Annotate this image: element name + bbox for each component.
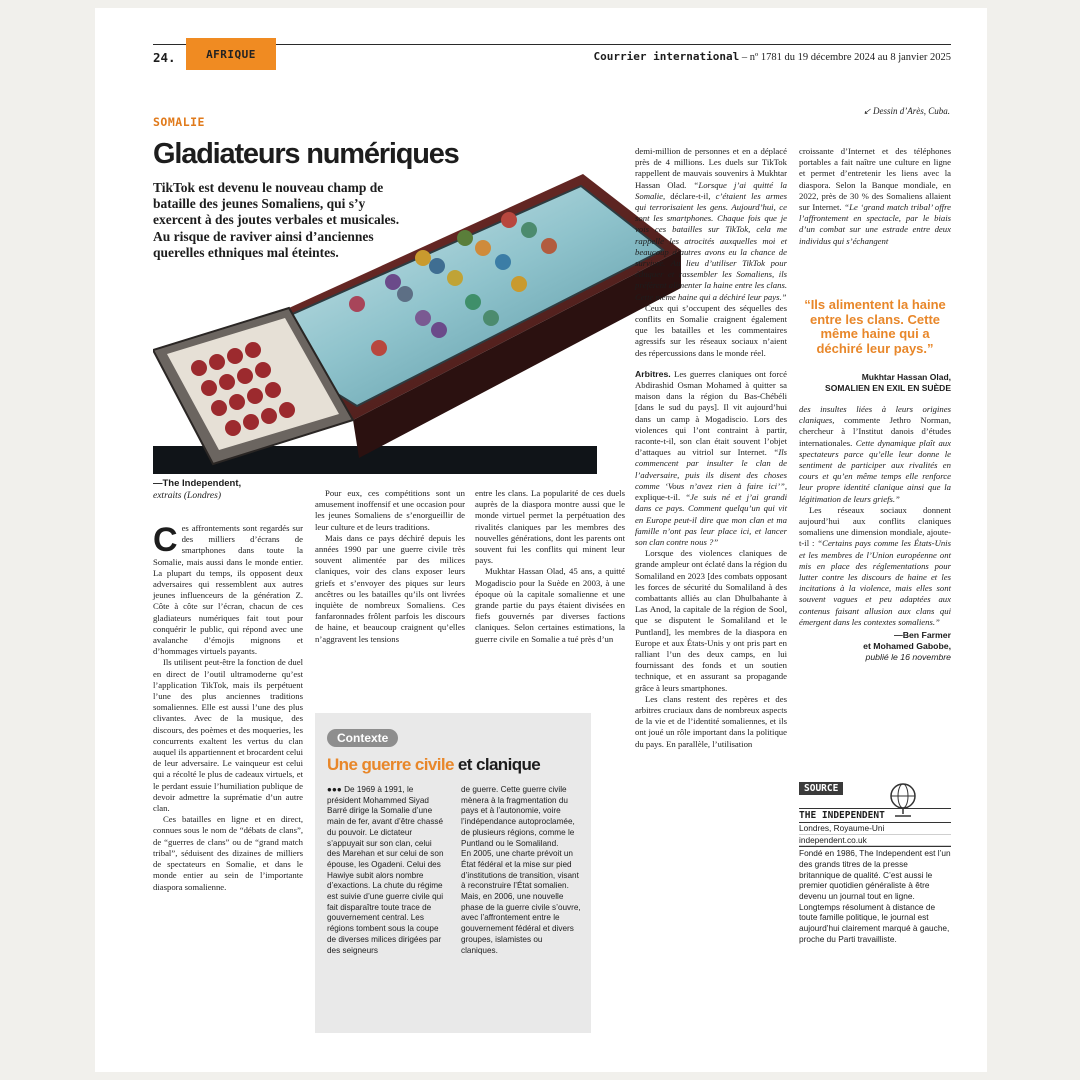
paragraph: Les clans restent des repères et des arbitres cruciaux dans de nombreux aspects de la vie et de l’identité somaliennes, et ils ont joué un rôle important dans la politique du pays. En parallèle, l’utilisation: [635, 693, 787, 749]
context-title-rest: et clanique: [453, 755, 541, 774]
paragraph: Ces batailles en ligne et en direct, connues sous le nom de “débats de clans”, de “guerres de clans” ou de “grand match tribal”, séduisent des dizaines de milliers de spectateurs en Somalie, et dans le monde entier au sein de l’importante diaspora somalienne.: [153, 814, 303, 892]
source-tag: SOURCE: [799, 782, 843, 795]
illustration-credit: ↙ Dessin d’Arès, Cuba.: [863, 106, 950, 116]
context-box: [315, 713, 591, 1033]
article-title: Gladiateurs numériques: [153, 138, 459, 170]
globe-icon: [885, 780, 921, 820]
pull-quote-attribution: [785, 372, 951, 394]
context-column-2: de guerre. Cette guerre civile mènera à la fragmentation du pays et à l’autonomie, voire l’indépendance autoproclamée, de plusieurs régions, comme le Puntland ou le Somaliland. En 2005, une charte prévoit un État fédéral et la mise sur pied d’institutions de transition, visant à reconstruire l’État somalien. Mais, en 2006, une nouvelle phase de la guerre civile s’ouvre, avec l’affrontement entre le gouvernement fédéral et divers groupes, islamistes ou claniques.: [461, 785, 581, 955]
source-description: Fondé en 1986, The Independent est l’un des grands titres de la presse britannique de qualité. C’est aussi le premier quotidien généraliste à être devenu un journal tout en ligne. Longtemps résolument à distance de toute famille politique, le journal est aujourd’hui clairement marqué à gauche, proche du Parti travailliste.: [799, 848, 951, 944]
context-title: [327, 755, 540, 775]
byline-date: publié le 16 novembre: [865, 652, 951, 663]
pull-quote: “Ils alimentent la haine entre les clans. Cette même haine qui a déchiré leur pays.”: [804, 297, 946, 356]
paragraph: croissante d’Internet et des téléphones portables a fait naître une culture en ligne et permet d’entretenir les liens avec la diaspora. Selon la Banque mondiale, en 2022, près de 30 % des Somaliens allaient sur Internet. “Le ‘grand match tribal’ offre l’affrontement en spectacle, par le biais d’un combat sur une estrade entre deux individus qui s’échangent: [799, 146, 951, 246]
article-column-5: [799, 146, 951, 247]
context-column-1: ●●● De 1969 à 1991, le président Mohammed Siyad Barré dirige la Somalie d’une main de fer, avant d’être chassé du pouvoir. Le dictateur s’appuyait sur son clan, celui des Marehan et sur celui de son épouse, les Ogadeni. Celui des Hawiye subit alors nombre d’exactions. La chute du régime est suivie d’une guerre civile qui fait disparaître toute trace de gouvernement central. Les régions tombent sous la coupe de diverses milices dirigées par des seigneurs: [327, 785, 444, 955]
pull-quote-role: SOMALIEN EN EXIL EN SUÈDE: [825, 383, 951, 393]
source-note: extraits (Londres): [153, 491, 221, 501]
masthead: [594, 50, 951, 63]
paragraph: Ceux qui s’occupent des séquelles des conflits en Somalie craignent également que les batailles et les commentaires agressifs sur les réseaux sociaux n’aient des répercussions dans le monde réel.: [635, 302, 787, 358]
byline-author-1: —Ben Farmer: [894, 630, 951, 641]
article-column-1: [153, 523, 303, 893]
paragraph: entre les clans. La popularité de ces duels auprès de la diaspora montre aussi que le monde virtuel permet la perpétuation des rivalités claniques par les membres des nouvelles générations, dont les parents ont souvent fui les conflits qui minent leur pays.: [475, 488, 625, 566]
subheading: Arbitres.: [635, 368, 671, 379]
source-box: [799, 778, 951, 945]
paragraph: Les réseaux sociaux donnent aujourd’hui aux conflits claniques somaliens une dimension mondiale, ajoute-t-il : “Certains pays comme les États-Unis et les membres de l’Union européenne ont mis en place des réglementations pour lutter contre les discours de haine et les incitations à la violence, mais elles sont souvent vagues et peu adaptées aux contenus faisant allusion aux clans qui émergent dans les contextes somaliens.”: [799, 504, 951, 627]
paragraph: Pour eux, ces compétitions sont un amusement inoffensif et une occasion pour les jeunes Somaliens de s’enorgueillir de leur culture et de leurs traditions.: [315, 488, 465, 532]
article-column-4: [635, 146, 787, 750]
bullet-dots: ●●●: [327, 785, 342, 794]
paragraph: Ces affrontements sont regardés sur des milliers d’écrans de smartphones dans toute la Somalie, mais aussi dans le monde entier. La plupart du temps, ils opposent deux adversaires qui ressemblent aux autres jeunes influenceurs de la génération Z. Côte à côte sur l’écran, chacun de ces gladiateurs numériques fait tout pour conquérir le public, qui répond avec une avalanche d’émojis mignons et d’hommages virtuels payants.: [153, 521, 303, 657]
byline: [799, 630, 951, 664]
paragraph: Mais dans ce pays déchiré depuis les années 1990 par une guerre civile très souvent alimentée par des milices claniques, voir des clans exposer leurs griefs et s’envoyer des piques sur leurs ancêtres ou les batailles qu’ils ont livrées inquiète de nombreux Somaliens. Ces fanfaronnades frôlent parfois les discours de haine, et beaucoup craignent qu’elles n’aggravent les tensions: [315, 532, 465, 644]
publication-name: Courrier international: [593, 50, 740, 63]
magazine-page: [95, 8, 987, 1072]
page-number: 24.: [153, 50, 176, 65]
source-name[interactable]: —The Independent,: [153, 478, 242, 489]
article-standfirst: TikTok est devenu le nouveau champ de bataille des jeunes Somaliens, qui s’y exercent à des joutes verbales et musicales. Au risque de raviver ainsi d’anciennes querelles ethniques mal éteintes.: [153, 180, 400, 260]
source-attribution: [153, 478, 241, 502]
paragraph: demi-million de personnes et en a déplacé près de 4 millions. Les duels sur TikTok rappellent de mauvais souvenirs à Mukhtar Hassan Olad. “Lorsque j’ai quitté la Somalie, déclare-t-il, c’étaient les armes qui terrorisaient les gens. Aujourd’hui, ce sont les smartphones. Chaque fois que je vois ces batailles sur TikTok, cela me rappelle les atrocités auxquelles moi et beaucoup d’autres avons eu la chance de survivre. Au lieu d’utiliser TikTok pour éduquer et rassembler les Somaliens, ils préfèrent alimenter la haine entre les clans. Cette même haine qui a déchiré leur pays.”: [635, 146, 788, 302]
paragraph: Lorsque des violences claniques de grande ampleur ont éclaté dans la région du Somaliland en 2023 [des combats opposant les forces de sécurité du Somaliland à des combattants alliés au clan Dhulbahante à Las Anod, la capitale de la région de Sool, que se disputent le Somaliland et le Puntland], les membres de la diaspora en Europe et aux États-Unis y ont pris part en ralliant l’un des deux camps, en lui fournissant des fonds et un soutien technique, et en assurant sa propagande grâce à leurs smartphones.: [635, 548, 787, 693]
paragraph: des insultes liées à leurs origines claniques, commente Jethro Norman, chercheur à l’Institut danois d’études internationales. Cette dynamique plaît aux spectateurs parce qu’elle leur donne le sentiment de participer aux rivalités en cours et qu’en même temps elle renforce leur propre identité clanique ainsi que la légitimation de leurs griefs.”: [799, 404, 952, 504]
issue-info: – nº 1781 du 19 décembre 2024 au 8 janvier 2025: [741, 52, 951, 63]
byline-author-2: et Mohamed Gabobe,: [863, 641, 951, 652]
source-box-name: THE INDEPENDENT: [799, 808, 951, 823]
drop-cap: C: [153, 521, 178, 559]
context-label[interactable]: Contexte: [327, 729, 398, 747]
article-column-5-continued: [799, 404, 951, 664]
source-website[interactable]: independent.co.uk: [799, 835, 951, 847]
article-kicker: SOMALIE: [153, 115, 205, 129]
source-meta: [799, 823, 951, 847]
context-title-highlight: Une guerre civile: [327, 755, 454, 774]
pull-quote-author: Mukhtar Hassan Olad,: [861, 372, 951, 382]
source-location: Londres, Royaume-Uni: [799, 823, 951, 835]
article-column-3: [475, 488, 625, 645]
paragraph: Arbitres. Les guerres claniques ont forcé Abdirashid Osman Mohamed à quitter sa maison dans la région du Bas-Chébéli [dans le sud du pays]. Il vit aujourd’hui dans un camp à Mogadiscio. Lors des violences qui l’ont contraint à partir, raconte-t-il, son clan était souvent l’objet d’attaques au vitriol sur Internet. “Ils commencent par insulter le clan de l’adversaire, puis ils disent des choses comme ‘Vous n’avez rien à faire ici’”, explique-t-il. “Je suis né et j’ai grandi dans ce pays. Comment quelqu’un qui vit en Europe peut-il dire que mon clan et ma famille n’ont pas leur place ici, et lancer son clan contre nous ?”: [635, 368, 788, 547]
article-column-2: [315, 488, 465, 645]
section-tag[interactable]: AFRIQUE: [186, 38, 276, 70]
paragraph: Ils utilisent peut-être la fonction de duel en direct de l’outil ultramoderne qu’est l’application TikTok, mais ils perpétuent l’une des plus anciennes traditions somaliennes. Elle est aussi l’une des plus clivantes. Avec de la musique, des discours, des poèmes et des moqueries, les concurrents exaltent les vertus du clan auquel ils appartiennent et brocardent celui de leur adversaire. Le vainqueur est celui qui a récolté le plus de cadeaux virtuels, et le perdant essuie l’humiliation publique de devoir admettre la suprématie d’un autre clan.: [153, 657, 303, 814]
paragraph: Mukhtar Hassan Olad, 45 ans, a quitté Mogadiscio pour la Suède en 2003, à une époque où la capitale somalienne et une grande partie du pays étaient divisées en fiefs gouvernés par diverses factions claniques. Selon certaines estimations, la guerre civile en Somalie a tué près d’un: [475, 566, 625, 644]
